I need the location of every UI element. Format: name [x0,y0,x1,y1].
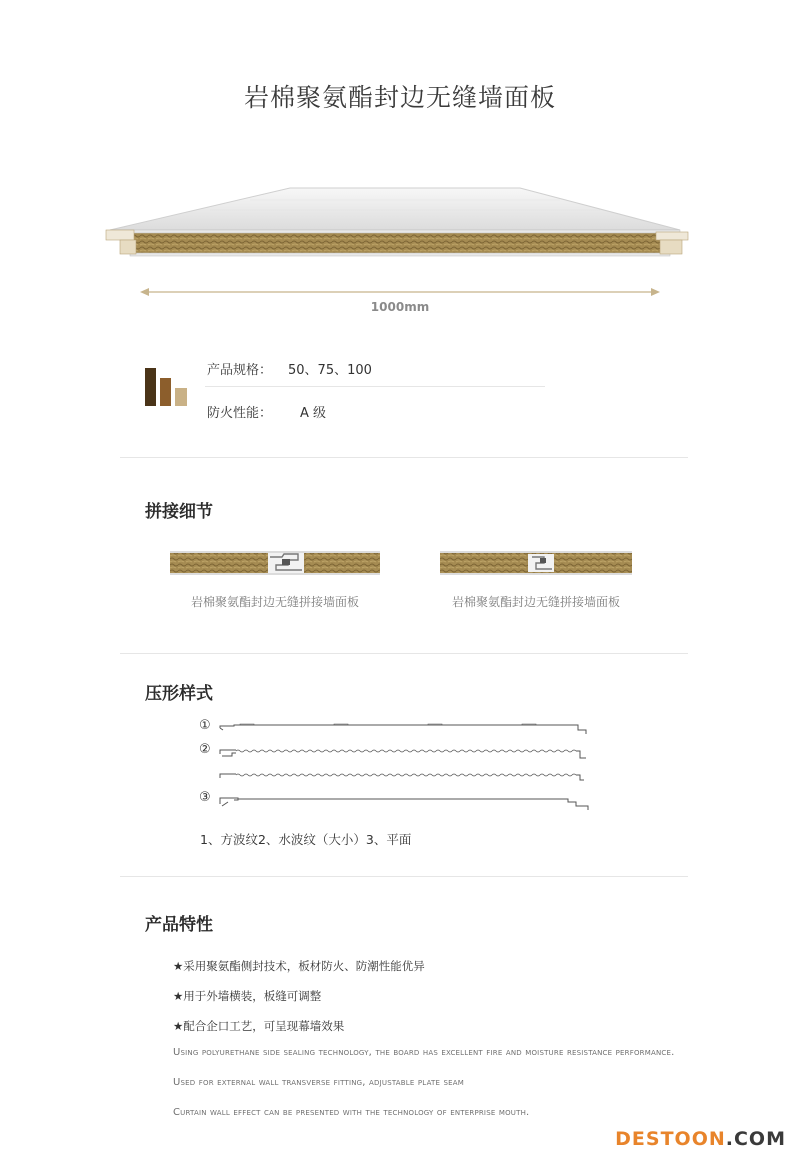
feature-en-3: Curtain wall effect can be presented with the technology of enterprise mouth. [173,1107,530,1118]
section-title-features: 产品特性 [145,915,213,935]
watermark-brand: DESTOON [615,1128,726,1150]
dimension-arrow [140,286,660,298]
spec-label-size: 产品规格： [207,363,273,378]
spec-label-fire: 防火性能： [207,406,273,421]
spec-divider [205,386,545,387]
watermark-logo [615,1128,786,1150]
feature-cn-2: ★用于外墙横装，板缝可调整 [173,989,322,1003]
joint-image-2 [440,551,632,575]
section-title-joint: 拼接细节 [145,502,213,522]
feature-en-2: Used for external wall transverse fitting, adjustable plate seam [173,1077,464,1088]
dimension-label: 1000mm [370,300,430,314]
joint-caption-1: 岩棉聚氨酯封边无缝拼接墙面板 [190,595,359,609]
joint-image-1 [170,551,380,575]
profile-num-1: ① [199,718,211,733]
feature-en-1: Using polyurethane side sealing technology, the board has excellent fire and moisture resistance performance. [173,1047,675,1058]
spec-value-size: 50、75、100 [288,363,372,378]
spec-value-fire: A 级 [300,406,327,421]
profile-drawings [214,716,594,816]
page-title: 岩棉聚氨酯封边无缝墙面板 [243,83,556,112]
profile-num-3: ③ [199,790,211,805]
section-divider [120,876,688,877]
profiles-description: 1、方波纹2、水波纹（大小）3、平面 [200,832,412,847]
section-title-profiles: 压形样式 [145,684,213,704]
joint-caption-2: 岩棉聚氨酯封边无缝拼接墙面板 [451,595,620,609]
section-divider [120,653,688,654]
section-divider [120,457,688,458]
profile-num-2: ② [199,742,211,757]
panel-illustration [100,180,700,280]
feature-cn-3: ★配合企口工艺，可呈现幕墙效果 [173,1019,345,1033]
watermark-suffix: .COM [725,1128,786,1150]
feature-cn-1: ★采用聚氨酯侧封技术，板材防火、防潮性能优异 [173,959,425,973]
bar-chart-icon [145,368,189,408]
